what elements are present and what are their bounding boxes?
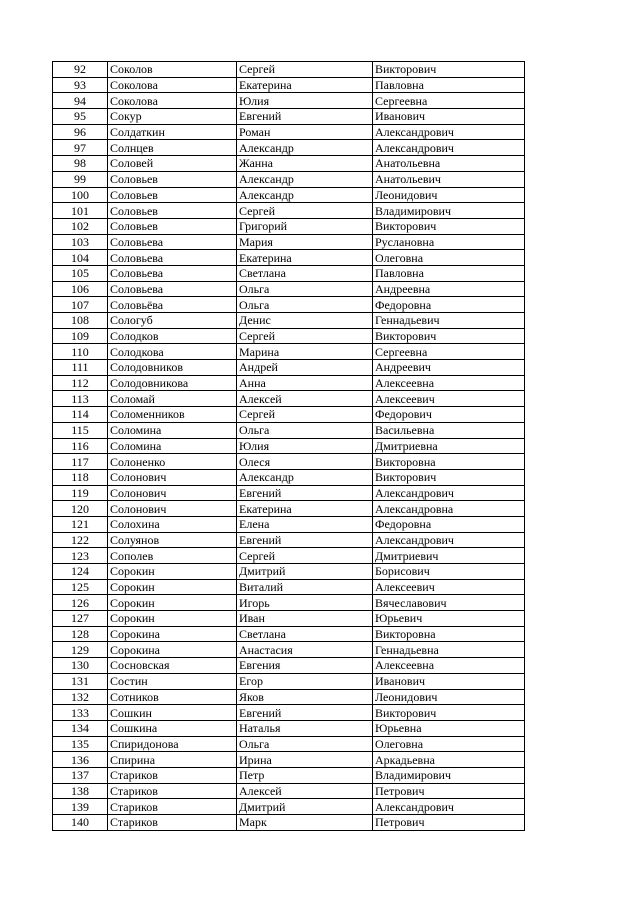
first-name-cell: Григорий	[237, 218, 373, 234]
last-name-cell: Сологуб	[108, 313, 237, 329]
last-name-cell: Сосновская	[108, 658, 237, 674]
row-number-cell: 108	[53, 313, 108, 329]
last-name-cell: Солонович	[108, 501, 237, 517]
table-row	[53, 438, 525, 454]
row-number-cell: 100	[53, 187, 108, 203]
row-number-cell: 135	[53, 736, 108, 752]
table-row	[53, 720, 525, 736]
last-name-cell: Соловьев	[108, 203, 237, 219]
roster-table-body	[53, 62, 525, 831]
patronymic-cell: Борисович	[373, 564, 525, 580]
table-row	[53, 516, 525, 532]
table-row	[53, 218, 525, 234]
first-name-cell: Роман	[237, 124, 373, 140]
last-name-cell: Соколова	[108, 77, 237, 93]
row-number-cell: 123	[53, 548, 108, 564]
row-number-cell: 133	[53, 705, 108, 721]
table-row	[53, 171, 525, 187]
table-row	[53, 187, 525, 203]
row-number-cell: 94	[53, 93, 108, 109]
row-number-cell: 134	[53, 720, 108, 736]
patronymic-cell: Аркадьевна	[373, 752, 525, 768]
last-name-cell: Солонович	[108, 485, 237, 501]
table-row	[53, 297, 525, 313]
patronymic-cell: Олеговна	[373, 250, 525, 266]
table-row	[53, 250, 525, 266]
table-row	[53, 815, 525, 831]
last-name-cell: Стариков	[108, 799, 237, 815]
table-row	[53, 281, 525, 297]
last-name-cell: Соломай	[108, 391, 237, 407]
table-row	[53, 313, 525, 329]
last-name-cell: Соловьева	[108, 281, 237, 297]
table-row	[53, 62, 525, 78]
patronymic-cell: Андреевна	[373, 281, 525, 297]
last-name-cell: Состин	[108, 673, 237, 689]
patronymic-cell: Павловна	[373, 265, 525, 281]
patronymic-cell: Леонидович	[373, 187, 525, 203]
last-name-cell: Сокур	[108, 109, 237, 125]
table-row	[53, 77, 525, 93]
last-name-cell: Соколов	[108, 62, 237, 78]
first-name-cell: Светлана	[237, 265, 373, 281]
first-name-cell: Дмитрий	[237, 799, 373, 815]
first-name-cell: Ольга	[237, 297, 373, 313]
table-row	[53, 109, 525, 125]
last-name-cell: Соловьев	[108, 171, 237, 187]
table-row	[53, 752, 525, 768]
first-name-cell: Евгения	[237, 658, 373, 674]
patronymic-cell: Дмитриевич	[373, 548, 525, 564]
last-name-cell: Сорокина	[108, 626, 237, 642]
row-number-cell: 127	[53, 611, 108, 627]
row-number-cell: 97	[53, 140, 108, 156]
roster-table	[52, 61, 525, 831]
patronymic-cell: Александрович	[373, 485, 525, 501]
table-row	[53, 344, 525, 360]
last-name-cell: Соловьева	[108, 265, 237, 281]
last-name-cell: Сотников	[108, 689, 237, 705]
first-name-cell: Петр	[237, 767, 373, 783]
patronymic-cell: Геннадьевна	[373, 642, 525, 658]
first-name-cell: Анастасия	[237, 642, 373, 658]
last-name-cell: Спиридонова	[108, 736, 237, 752]
patronymic-cell: Юрьевна	[373, 720, 525, 736]
row-number-cell: 121	[53, 516, 108, 532]
row-number-cell: 132	[53, 689, 108, 705]
table-row	[53, 673, 525, 689]
table-row	[53, 485, 525, 501]
patronymic-cell: Алексеевна	[373, 375, 525, 391]
patronymic-cell: Юрьевич	[373, 611, 525, 627]
first-name-cell: Олеся	[237, 454, 373, 470]
table-row	[53, 783, 525, 799]
last-name-cell: Солдаткин	[108, 124, 237, 140]
patronymic-cell: Иванович	[373, 109, 525, 125]
last-name-cell: Сошкин	[108, 705, 237, 721]
row-number-cell: 120	[53, 501, 108, 517]
patronymic-cell: Александрович	[373, 140, 525, 156]
row-number-cell: 138	[53, 783, 108, 799]
last-name-cell: Соломенников	[108, 407, 237, 423]
last-name-cell: Сополев	[108, 548, 237, 564]
first-name-cell: Юлия	[237, 93, 373, 109]
row-number-cell: 128	[53, 626, 108, 642]
row-number-cell: 122	[53, 532, 108, 548]
row-number-cell: 130	[53, 658, 108, 674]
row-number-cell: 125	[53, 579, 108, 595]
row-number-cell: 102	[53, 218, 108, 234]
row-number-cell: 104	[53, 250, 108, 266]
row-number-cell: 117	[53, 454, 108, 470]
patronymic-cell: Владимирович	[373, 203, 525, 219]
first-name-cell: Евгений	[237, 109, 373, 125]
patronymic-cell: Сергеевна	[373, 93, 525, 109]
first-name-cell: Евгений	[237, 705, 373, 721]
patronymic-cell: Федоровна	[373, 516, 525, 532]
patronymic-cell: Александровна	[373, 501, 525, 517]
patronymic-cell: Сергеевна	[373, 344, 525, 360]
first-name-cell: Александр	[237, 140, 373, 156]
last-name-cell: Солоненко	[108, 454, 237, 470]
patronymic-cell: Викторович	[373, 469, 525, 485]
row-number-cell: 136	[53, 752, 108, 768]
row-number-cell: 140	[53, 815, 108, 831]
first-name-cell: Иван	[237, 611, 373, 627]
last-name-cell: Соколова	[108, 93, 237, 109]
patronymic-cell: Павловна	[373, 77, 525, 93]
row-number-cell: 137	[53, 767, 108, 783]
patronymic-cell: Викторовна	[373, 626, 525, 642]
patronymic-cell: Олеговна	[373, 736, 525, 752]
last-name-cell: Соловей	[108, 156, 237, 172]
table-row	[53, 375, 525, 391]
first-name-cell: Сергей	[237, 407, 373, 423]
patronymic-cell: Алексеевна	[373, 658, 525, 674]
last-name-cell: Солонович	[108, 469, 237, 485]
first-name-cell: Екатерина	[237, 77, 373, 93]
last-name-cell: Соловьев	[108, 218, 237, 234]
last-name-cell: Соломина	[108, 422, 237, 438]
patronymic-cell: Александрович	[373, 124, 525, 140]
patronymic-cell: Иванович	[373, 673, 525, 689]
patronymic-cell: Алексеевич	[373, 579, 525, 595]
row-number-cell: 96	[53, 124, 108, 140]
patronymic-cell: Леонидович	[373, 689, 525, 705]
last-name-cell: Сорокин	[108, 579, 237, 595]
table-row	[53, 407, 525, 423]
table-row	[53, 548, 525, 564]
table-row	[53, 360, 525, 376]
table-row	[53, 422, 525, 438]
first-name-cell: Дмитрий	[237, 564, 373, 580]
table-row	[53, 736, 525, 752]
patronymic-cell: Викторовна	[373, 454, 525, 470]
table-row	[53, 658, 525, 674]
table-row	[53, 265, 525, 281]
patronymic-cell: Викторович	[373, 218, 525, 234]
last-name-cell: Сорокин	[108, 595, 237, 611]
table-row	[53, 705, 525, 721]
row-number-cell: 95	[53, 109, 108, 125]
row-number-cell: 112	[53, 375, 108, 391]
last-name-cell: Солуянов	[108, 532, 237, 548]
first-name-cell: Анна	[237, 375, 373, 391]
first-name-cell: Александр	[237, 171, 373, 187]
patronymic-cell: Дмитриевна	[373, 438, 525, 454]
last-name-cell: Солнцев	[108, 140, 237, 156]
first-name-cell: Алексей	[237, 783, 373, 799]
first-name-cell: Андрей	[237, 360, 373, 376]
row-number-cell: 101	[53, 203, 108, 219]
row-number-cell: 106	[53, 281, 108, 297]
first-name-cell: Алексей	[237, 391, 373, 407]
row-number-cell: 113	[53, 391, 108, 407]
first-name-cell: Жанна	[237, 156, 373, 172]
row-number-cell: 116	[53, 438, 108, 454]
row-number-cell: 107	[53, 297, 108, 313]
first-name-cell: Игорь	[237, 595, 373, 611]
row-number-cell: 129	[53, 642, 108, 658]
patronymic-cell: Александрович	[373, 532, 525, 548]
row-number-cell: 92	[53, 62, 108, 78]
table-row	[53, 454, 525, 470]
table-row	[53, 203, 525, 219]
first-name-cell: Виталий	[237, 579, 373, 595]
patronymic-cell: Викторович	[373, 705, 525, 721]
patronymic-cell: Владимирович	[373, 767, 525, 783]
patronymic-cell: Петрович	[373, 783, 525, 799]
table-row	[53, 564, 525, 580]
first-name-cell: Екатерина	[237, 250, 373, 266]
table-row	[53, 532, 525, 548]
table-row	[53, 579, 525, 595]
first-name-cell: Егор	[237, 673, 373, 689]
last-name-cell: Соломина	[108, 438, 237, 454]
patronymic-cell: Федоровна	[373, 297, 525, 313]
last-name-cell: Солодков	[108, 328, 237, 344]
last-name-cell: Соловьева	[108, 234, 237, 250]
last-name-cell: Сорокин	[108, 564, 237, 580]
table-row	[53, 626, 525, 642]
row-number-cell: 126	[53, 595, 108, 611]
first-name-cell: Ирина	[237, 752, 373, 768]
last-name-cell: Сошкина	[108, 720, 237, 736]
table-row	[53, 234, 525, 250]
patronymic-cell: Анатольевич	[373, 171, 525, 187]
first-name-cell: Мария	[237, 234, 373, 250]
row-number-cell: 105	[53, 265, 108, 281]
patronymic-cell: Викторович	[373, 328, 525, 344]
last-name-cell: Солодкова	[108, 344, 237, 360]
first-name-cell: Ольга	[237, 281, 373, 297]
first-name-cell: Ольга	[237, 736, 373, 752]
last-name-cell: Стариков	[108, 767, 237, 783]
row-number-cell: 110	[53, 344, 108, 360]
last-name-cell: Сорокина	[108, 642, 237, 658]
patronymic-cell: Петрович	[373, 815, 525, 831]
table-row	[53, 391, 525, 407]
first-name-cell: Евгений	[237, 532, 373, 548]
last-name-cell: Стариков	[108, 815, 237, 831]
row-number-cell: 114	[53, 407, 108, 423]
last-name-cell: Соловьева	[108, 250, 237, 266]
row-number-cell: 109	[53, 328, 108, 344]
first-name-cell: Сергей	[237, 328, 373, 344]
table-row	[53, 611, 525, 627]
row-number-cell: 139	[53, 799, 108, 815]
last-name-cell: Солодовникова	[108, 375, 237, 391]
patronymic-cell: Руслановна	[373, 234, 525, 250]
row-number-cell: 103	[53, 234, 108, 250]
row-number-cell: 118	[53, 469, 108, 485]
row-number-cell: 115	[53, 422, 108, 438]
patronymic-cell: Викторович	[373, 62, 525, 78]
table-row	[53, 156, 525, 172]
first-name-cell: Марк	[237, 815, 373, 831]
patronymic-cell: Федорович	[373, 407, 525, 423]
patronymic-cell: Алексеевич	[373, 391, 525, 407]
first-name-cell: Юлия	[237, 438, 373, 454]
table-row	[53, 501, 525, 517]
row-number-cell: 131	[53, 673, 108, 689]
table-row	[53, 140, 525, 156]
last-name-cell: Соловьев	[108, 187, 237, 203]
first-name-cell: Екатерина	[237, 501, 373, 517]
table-row	[53, 689, 525, 705]
row-number-cell: 124	[53, 564, 108, 580]
patronymic-cell: Андреевич	[373, 360, 525, 376]
last-name-cell: Солодовников	[108, 360, 237, 376]
table-row	[53, 642, 525, 658]
first-name-cell: Евгений	[237, 485, 373, 501]
row-number-cell: 93	[53, 77, 108, 93]
patronymic-cell: Александрович	[373, 799, 525, 815]
first-name-cell: Светлана	[237, 626, 373, 642]
table-row	[53, 799, 525, 815]
last-name-cell: Соловьёва	[108, 297, 237, 313]
table-row	[53, 767, 525, 783]
patronymic-cell: Васильевна	[373, 422, 525, 438]
first-name-cell: Александр	[237, 469, 373, 485]
first-name-cell: Сергей	[237, 62, 373, 78]
first-name-cell: Марина	[237, 344, 373, 360]
row-number-cell: 98	[53, 156, 108, 172]
first-name-cell: Сергей	[237, 548, 373, 564]
last-name-cell: Стариков	[108, 783, 237, 799]
row-number-cell: 99	[53, 171, 108, 187]
first-name-cell: Александр	[237, 187, 373, 203]
first-name-cell: Елена	[237, 516, 373, 532]
last-name-cell: Сорокин	[108, 611, 237, 627]
row-number-cell: 111	[53, 360, 108, 376]
first-name-cell: Денис	[237, 313, 373, 329]
patronymic-cell: Вячеславович	[373, 595, 525, 611]
table-row	[53, 328, 525, 344]
last-name-cell: Солохина	[108, 516, 237, 532]
patronymic-cell: Анатольевна	[373, 156, 525, 172]
row-number-cell: 119	[53, 485, 108, 501]
first-name-cell: Сергей	[237, 203, 373, 219]
table-row	[53, 93, 525, 109]
patronymic-cell: Геннадьевич	[373, 313, 525, 329]
first-name-cell: Яков	[237, 689, 373, 705]
table-row	[53, 595, 525, 611]
table-row	[53, 469, 525, 485]
first-name-cell: Ольга	[237, 422, 373, 438]
table-row	[53, 124, 525, 140]
last-name-cell: Спирина	[108, 752, 237, 768]
first-name-cell: Наталья	[237, 720, 373, 736]
